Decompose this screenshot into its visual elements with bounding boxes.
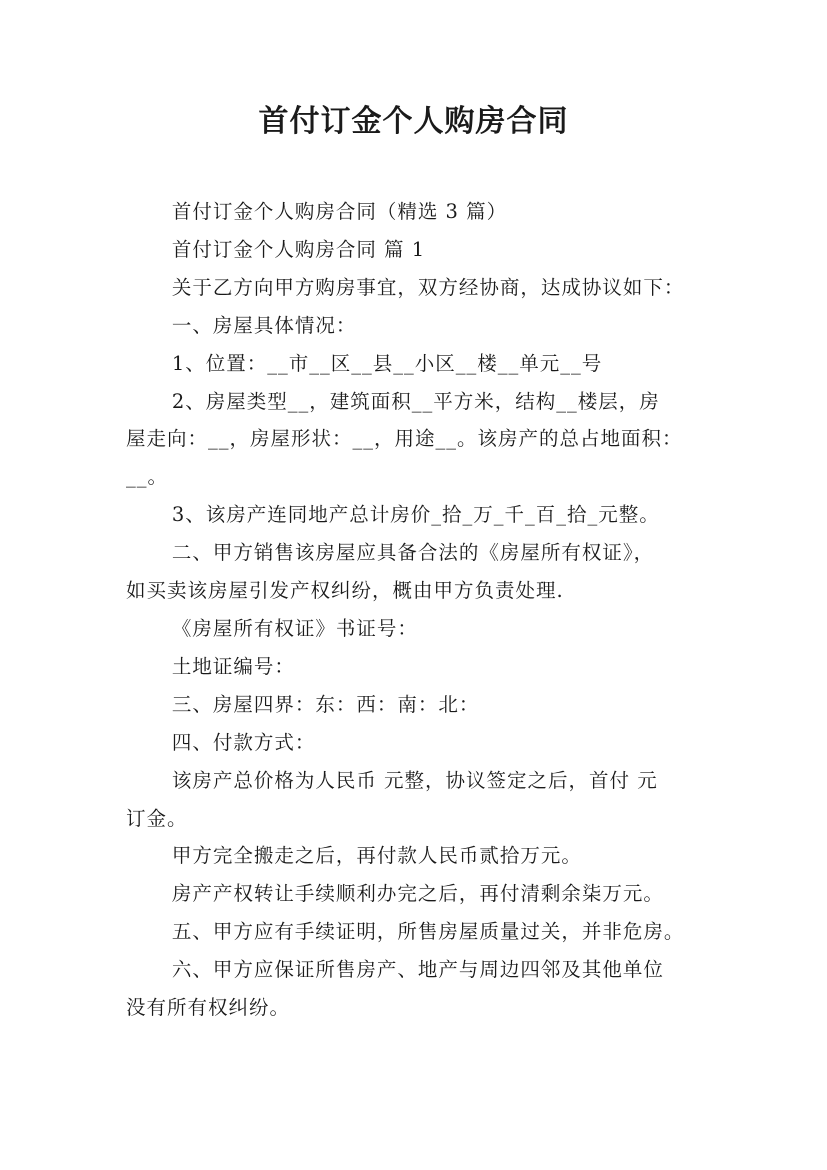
document-body	[126, 193, 706, 1027]
paragraph-line: 四、付款方式：	[171, 730, 316, 754]
paragraph-line: 没有所有权纠纷。	[126, 996, 291, 1020]
paragraph-line: 3、该房产连同地产总计房价_拾_万_千_百_拾_元整。	[171, 503, 660, 527]
paragraph-line: 首付订金个人购房合同 篇 1	[171, 237, 426, 261]
contract-paragraph	[126, 610, 706, 648]
paragraph-line: 甲方完全搬走之后，再付款人民币贰拾万元。	[171, 844, 582, 868]
paragraph-line: 关于乙方向甲方购房事宜，双方经协商，达成协议如下：	[171, 275, 685, 299]
paragraph-line: 六、甲方应保证所售房产、地产与周边四邻及其他单位	[171, 958, 664, 982]
contract-paragraph	[126, 269, 706, 307]
paragraph-line: 订金。	[126, 806, 188, 830]
contract-paragraph	[126, 951, 706, 1027]
contract-paragraph	[126, 383, 706, 497]
paragraph-line: 土地证编号：	[171, 654, 295, 678]
contract-paragraph	[126, 496, 706, 534]
contract-paragraph	[126, 875, 706, 913]
paragraph-line: 一、房屋具体情况：	[171, 313, 357, 337]
document-title: 首付订金个人购房合同	[258, 104, 569, 139]
paragraph-line: 房产产权转让手续顺利办完之后，再付清剩余柒万元。	[171, 882, 664, 906]
paragraph-line: 二、甲方销售该房屋应具备合法的《房屋所有权证》，	[171, 541, 655, 565]
contract-paragraph	[126, 648, 706, 686]
contract-paragraph	[126, 534, 706, 610]
paragraph-line: 2、房屋类型__，建筑面积__平方米，结构__楼层，房	[171, 389, 660, 413]
paragraph-line: 三、房屋四界：东：西：南：北：	[171, 692, 480, 716]
contract-paragraph	[126, 837, 706, 875]
paragraph-line: 屋走向：__，房屋形状：__，用途__。该房产的总占地面积：	[126, 427, 683, 451]
contract-paragraph	[126, 307, 706, 345]
contract-paragraph	[126, 686, 706, 724]
paragraph-line: 《房屋所有权证》书证号：	[171, 616, 418, 640]
contract-paragraph	[126, 724, 706, 762]
paragraph-line: 五、甲方应有手续证明，所售房屋质量过关，并非危房。	[171, 920, 685, 944]
contract-paragraph	[126, 231, 706, 269]
contract-paragraph	[126, 762, 706, 838]
paragraph-line: 该房产总价格为人民币 元整，协议签定之后，首付 元	[171, 768, 658, 792]
paragraph-line: 首付订金个人购房合同（精选 3 篇）	[171, 200, 508, 223]
contract-paragraph	[126, 193, 706, 231]
contract-paragraph	[126, 913, 706, 951]
paragraph-line: __。	[126, 465, 169, 489]
paragraph-line: 如买卖该房屋引发产权纠纷，概由甲方负责处理.	[126, 579, 564, 603]
paragraph-line: 1、位置：__市__区__县__小区__楼__单元__号	[171, 351, 603, 375]
contract-paragraph	[126, 345, 706, 383]
